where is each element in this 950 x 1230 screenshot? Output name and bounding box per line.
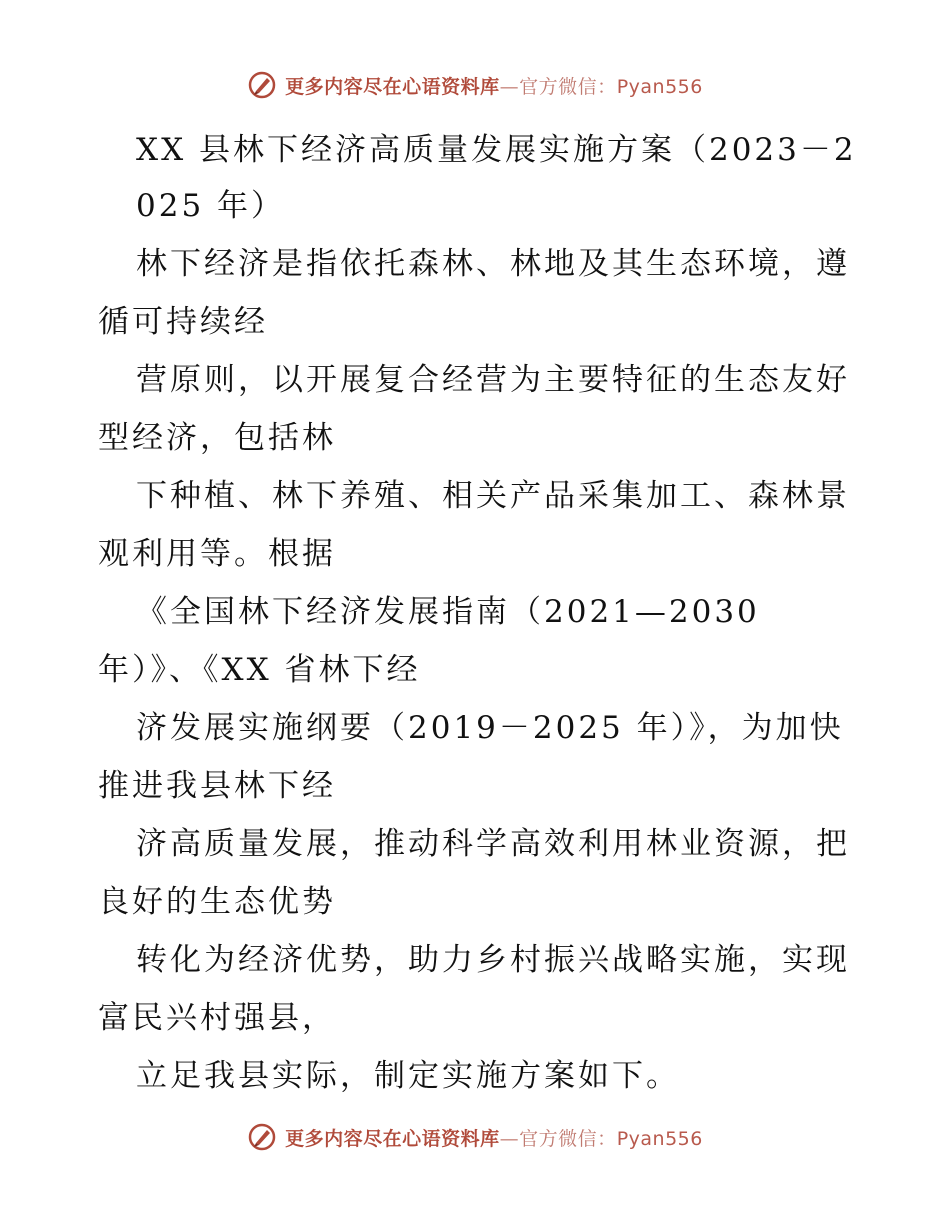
doc-line: 推进我县林下经 bbox=[98, 768, 336, 804]
doc-line: 立足我县实际，制定实施方案如下。 bbox=[136, 1058, 680, 1094]
footer-watermark bbox=[0, 1122, 950, 1152]
header-watermark bbox=[0, 70, 950, 100]
watermark-id: Pyan556 bbox=[616, 75, 703, 98]
doc-line: 济高质量发展，推动科学高效利用林业资源，把 bbox=[136, 826, 850, 862]
doc-line: 良好的生态优势 bbox=[98, 884, 336, 920]
doc-title-line-1: XX 县林下经济高质量发展实施方案（2023－2 bbox=[136, 132, 857, 168]
doc-line: 济发展实施纲要（2019－2025 年）》，为加快 bbox=[136, 710, 844, 746]
watermark-id: Pyan556 bbox=[616, 1127, 703, 1150]
doc-title-line-2: 025 年） bbox=[136, 188, 286, 224]
watermark-text bbox=[285, 1124, 703, 1151]
doc-line: 观利用等。根据 bbox=[98, 536, 336, 572]
watermark-text bbox=[285, 72, 703, 99]
doc-line: 型经济，包括林 bbox=[98, 420, 336, 456]
doc-line: 下种植、林下养殖、相关产品采集加工、森林景 bbox=[136, 478, 850, 514]
doc-line: 《全国林下经济发展指南（2021—2030 bbox=[136, 594, 760, 630]
doc-line: 林下经济是指依托森林、林地及其生态环境，遵 bbox=[136, 246, 850, 282]
doc-line: 营原则，以开展复合经营为主要特征的生态友好 bbox=[136, 362, 850, 398]
watermark-label: 官方微信： bbox=[519, 75, 617, 98]
doc-line: 循可持续经 bbox=[98, 304, 268, 340]
doc-line: 转化为经济优势，助力乡村振兴战略实施，实现 bbox=[136, 942, 850, 978]
watermark-brand: 更多内容尽在心语资料库 bbox=[285, 75, 500, 98]
watermark-dash: — bbox=[499, 75, 520, 98]
doc-line: 富民兴村强县， bbox=[98, 1000, 336, 1036]
watermark-brand: 更多内容尽在心语资料库 bbox=[285, 1127, 500, 1150]
pen-logo-icon bbox=[247, 1122, 277, 1152]
watermark-dash: — bbox=[499, 1127, 520, 1150]
watermark-label: 官方微信： bbox=[519, 1127, 617, 1150]
doc-line: 年）》、《XX 省林下经 bbox=[98, 652, 421, 688]
pen-logo-icon bbox=[247, 70, 277, 100]
